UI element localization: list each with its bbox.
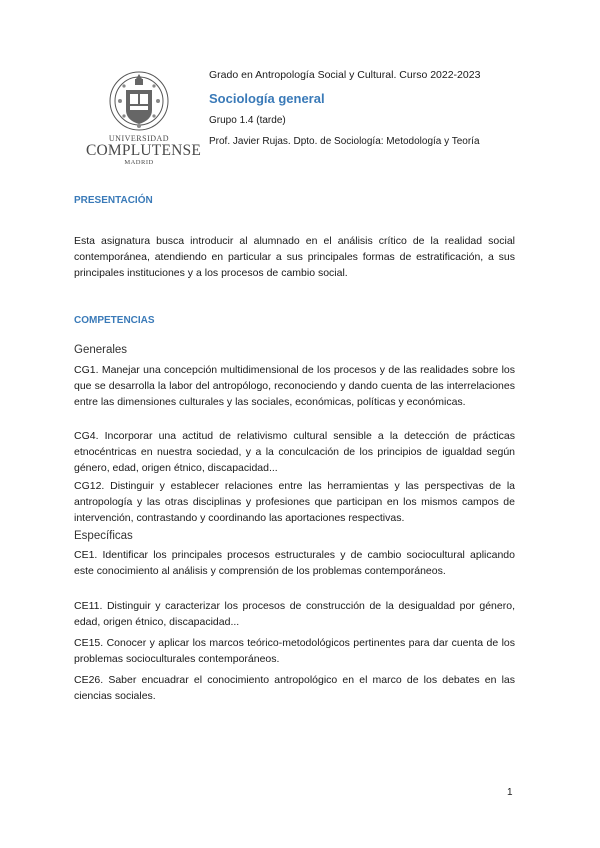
- group-line: Grupo 1.4 (tarde): [209, 115, 286, 126]
- logo-line-3: MADRID: [124, 159, 154, 166]
- competencia-ce26: CE26. Saber encuadrar el conocimiento antropológico en el marco de los debates en las ciencias sociales.: [74, 674, 515, 702]
- competencias-heading: COMPETENCIAS: [74, 315, 155, 326]
- degree-line: Grado en Antropología Social y Cultural. Curso 2022-2023: [209, 69, 481, 81]
- page-number: 1: [507, 787, 513, 798]
- presentacion-text: Esta asignatura busca introducir al alumnado en el análisis crítico de la realidad social contemporánea, atendiendo en particular a sus principales formas de estratificación, a sus principales instituciones y a los procesos de cambio social.: [74, 235, 515, 279]
- logo-line-2: COMPLUTENSE: [86, 142, 202, 159]
- competencia-ce15: CE15. Conocer y aplicar los marcos teórico-metodológicos pertinentes para dar cuenta de los problemas socioculturales contemporáneos.: [74, 637, 515, 665]
- presentacion-heading: PRESENTACIÓN: [74, 195, 153, 206]
- crest-icon: [108, 70, 170, 132]
- professor-line: Prof. Javier Rujas. Dpto. de Sociología: Metodología y Teoría: [209, 136, 480, 147]
- competencia-ce11: CE11. Distinguir y caracterizar los procesos de construcción de la desigualdad por género, edad, origen étnico, discapacidad...: [74, 600, 515, 628]
- competencia-ce1: CE1. Identificar los principales procesos estructurales y de cambio sociocultural aplicando este conocimiento al análisis y comprensión de los problemas contemporáneos.: [74, 549, 515, 577]
- logo-line-1: UNIVERSIDAD: [108, 134, 170, 143]
- especificas-label: Específicas: [74, 530, 133, 542]
- generales-label: Generales: [74, 344, 128, 356]
- document-header: [209, 69, 569, 150]
- university-logo: [86, 70, 202, 166]
- competencia-cg1: CG1. Manejar una concepción multidimensional de los procesos y de las realidades sobre los que se desarrolla la labor del antropólogo, reconociendo y dando cuenta de las interrelaciones entre las dimensiones culturales y las sociales, económicas, políticas y económicas.: [74, 364, 515, 408]
- competencia-cg12: CG12. Distinguir y establecer relaciones entre las herramientas y las perspectivas de la antropología y las otras disciplinas y profesiones que participan en los mismos campos de intervención, contrastando y coordinando las aportaciones respectivas.: [74, 480, 515, 524]
- course-title: Sociología general: [209, 91, 325, 106]
- competencia-cg4: CG4. Incorporar una actitud de relativismo cultural sensible a la detección de prácticas etnocéntricas en nuestra sociedad, y a la conculcación de los principios de igualdad según género, edad, origen étnico, discapacidad...: [74, 430, 515, 474]
